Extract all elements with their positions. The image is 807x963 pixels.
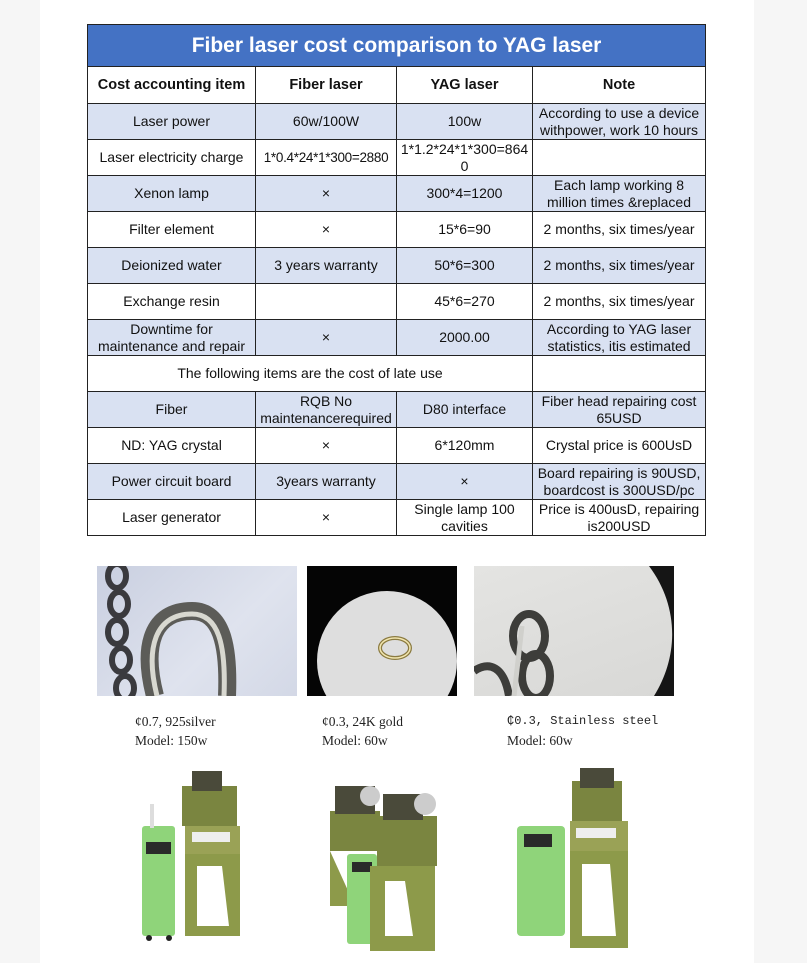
- cell-note: Fiber head repairing cost 65USD: [533, 392, 706, 428]
- cell-note: 2 months, six times/year: [533, 212, 706, 248]
- cell-fiber: [256, 284, 397, 320]
- cell-fiber: 1*0.4*24*1*300=2880: [256, 140, 397, 176]
- table-row: [88, 176, 706, 212]
- cell-item: Deionized water: [88, 248, 256, 284]
- table-row: [88, 428, 706, 464]
- cell-note: Price is 400usD, repairing is200USD: [533, 500, 706, 536]
- caption-material: ₵0.3, Stainless steel: [507, 714, 659, 728]
- section-row: [88, 356, 706, 392]
- cell-note: According to YAG laser statistics, itis estimated: [533, 320, 706, 356]
- table-row: [88, 320, 706, 356]
- cell-item: Exchange resin: [88, 284, 256, 320]
- cell-fiber: ×: [256, 500, 397, 536]
- cell-fiber: ×: [256, 212, 397, 248]
- sample-caption: [135, 712, 216, 750]
- welding-machine-image: [325, 766, 455, 956]
- cell-fiber: 3years warranty: [256, 464, 397, 500]
- welding-machine-image: [137, 766, 257, 956]
- table-row: [88, 500, 706, 536]
- cell-yag: 1*1.2*24*1*300=8640: [397, 140, 533, 176]
- cell-item: Fiber: [88, 392, 256, 428]
- table-header-row: [88, 67, 706, 104]
- caption-model: Model: 60w: [507, 733, 573, 748]
- cell-note: 2 months, six times/year: [533, 284, 706, 320]
- cell-yag: 100w: [397, 104, 533, 140]
- cell-item: ND: YAG crystal: [88, 428, 256, 464]
- cell-item: Xenon lamp: [88, 176, 256, 212]
- cell-fiber: 3 years warranty: [256, 248, 397, 284]
- table-row: [88, 104, 706, 140]
- cell-note: According to use a device withpower, work 10 hours: [533, 104, 706, 140]
- cell-note: Crystal price is 600UsD: [533, 428, 706, 464]
- header-fiber: Fiber laser: [256, 67, 397, 104]
- cell-note: 2 months, six times/year: [533, 248, 706, 284]
- cell-yag: 50*6=300: [397, 248, 533, 284]
- table-row: [88, 212, 706, 248]
- cell-yag: Single lamp 100 cavities: [397, 500, 533, 536]
- cell-fiber: ×: [256, 320, 397, 356]
- gold-ring-weld-photo: [307, 566, 457, 696]
- cost-comparison-table: [87, 24, 706, 536]
- cell-item: Downtime for maintenance and repair: [88, 320, 256, 356]
- cell-item: Laser electricity charge: [88, 140, 256, 176]
- cell-note: Board repairing is 90USD, boardcost is 300USD/pc: [533, 464, 706, 500]
- cell-yag: 2000.00: [397, 320, 533, 356]
- cell-fiber: 60w/100W: [256, 104, 397, 140]
- table-row: [88, 284, 706, 320]
- cell-note: [533, 140, 706, 176]
- cell-item: Laser generator: [88, 500, 256, 536]
- cell-fiber: ×: [256, 176, 397, 212]
- table-row: [88, 140, 706, 176]
- cell-item: Laser power: [88, 104, 256, 140]
- table-row: [88, 248, 706, 284]
- caption-model: Model: 150w: [135, 733, 208, 748]
- table-row: [88, 464, 706, 500]
- header-note: Note: [533, 67, 706, 104]
- cell-yag: 15*6=90: [397, 212, 533, 248]
- table-title: Fiber laser cost comparison to YAG laser: [88, 25, 706, 67]
- document-page: [40, 0, 754, 963]
- cell-fiber: RQB No maintenancerequired: [256, 392, 397, 428]
- cell-note: Each lamp working 8 million times &replaced: [533, 176, 706, 212]
- header-item: Cost accounting item: [88, 67, 256, 104]
- cell-fiber: ×: [256, 428, 397, 464]
- table-row: [88, 392, 706, 428]
- cell-yag: 300*4=1200: [397, 176, 533, 212]
- section-label: The following items are the cost of late use: [88, 356, 533, 392]
- welding-machine-image: [512, 766, 642, 956]
- sample-photos: [97, 566, 677, 696]
- section-note: [533, 356, 706, 392]
- caption-material: ¢0.7, 925silver: [135, 714, 216, 729]
- header-yag: YAG laser: [397, 67, 533, 104]
- caption-material: ¢0.3, 24K gold: [322, 714, 403, 729]
- caption-model: Model: 60w: [322, 733, 388, 748]
- cell-item: Power circuit board: [88, 464, 256, 500]
- cell-yag: D80 interface: [397, 392, 533, 428]
- cell-yag: 45*6=270: [397, 284, 533, 320]
- silver-chain-weld-photo: [97, 566, 297, 696]
- sample-caption: [507, 712, 658, 750]
- sample-caption: [322, 712, 403, 750]
- cell-yag: ×: [397, 464, 533, 500]
- cell-item: Filter element: [88, 212, 256, 248]
- cell-yag: 6*120mm: [397, 428, 533, 464]
- steel-chain-weld-photo: [474, 566, 674, 696]
